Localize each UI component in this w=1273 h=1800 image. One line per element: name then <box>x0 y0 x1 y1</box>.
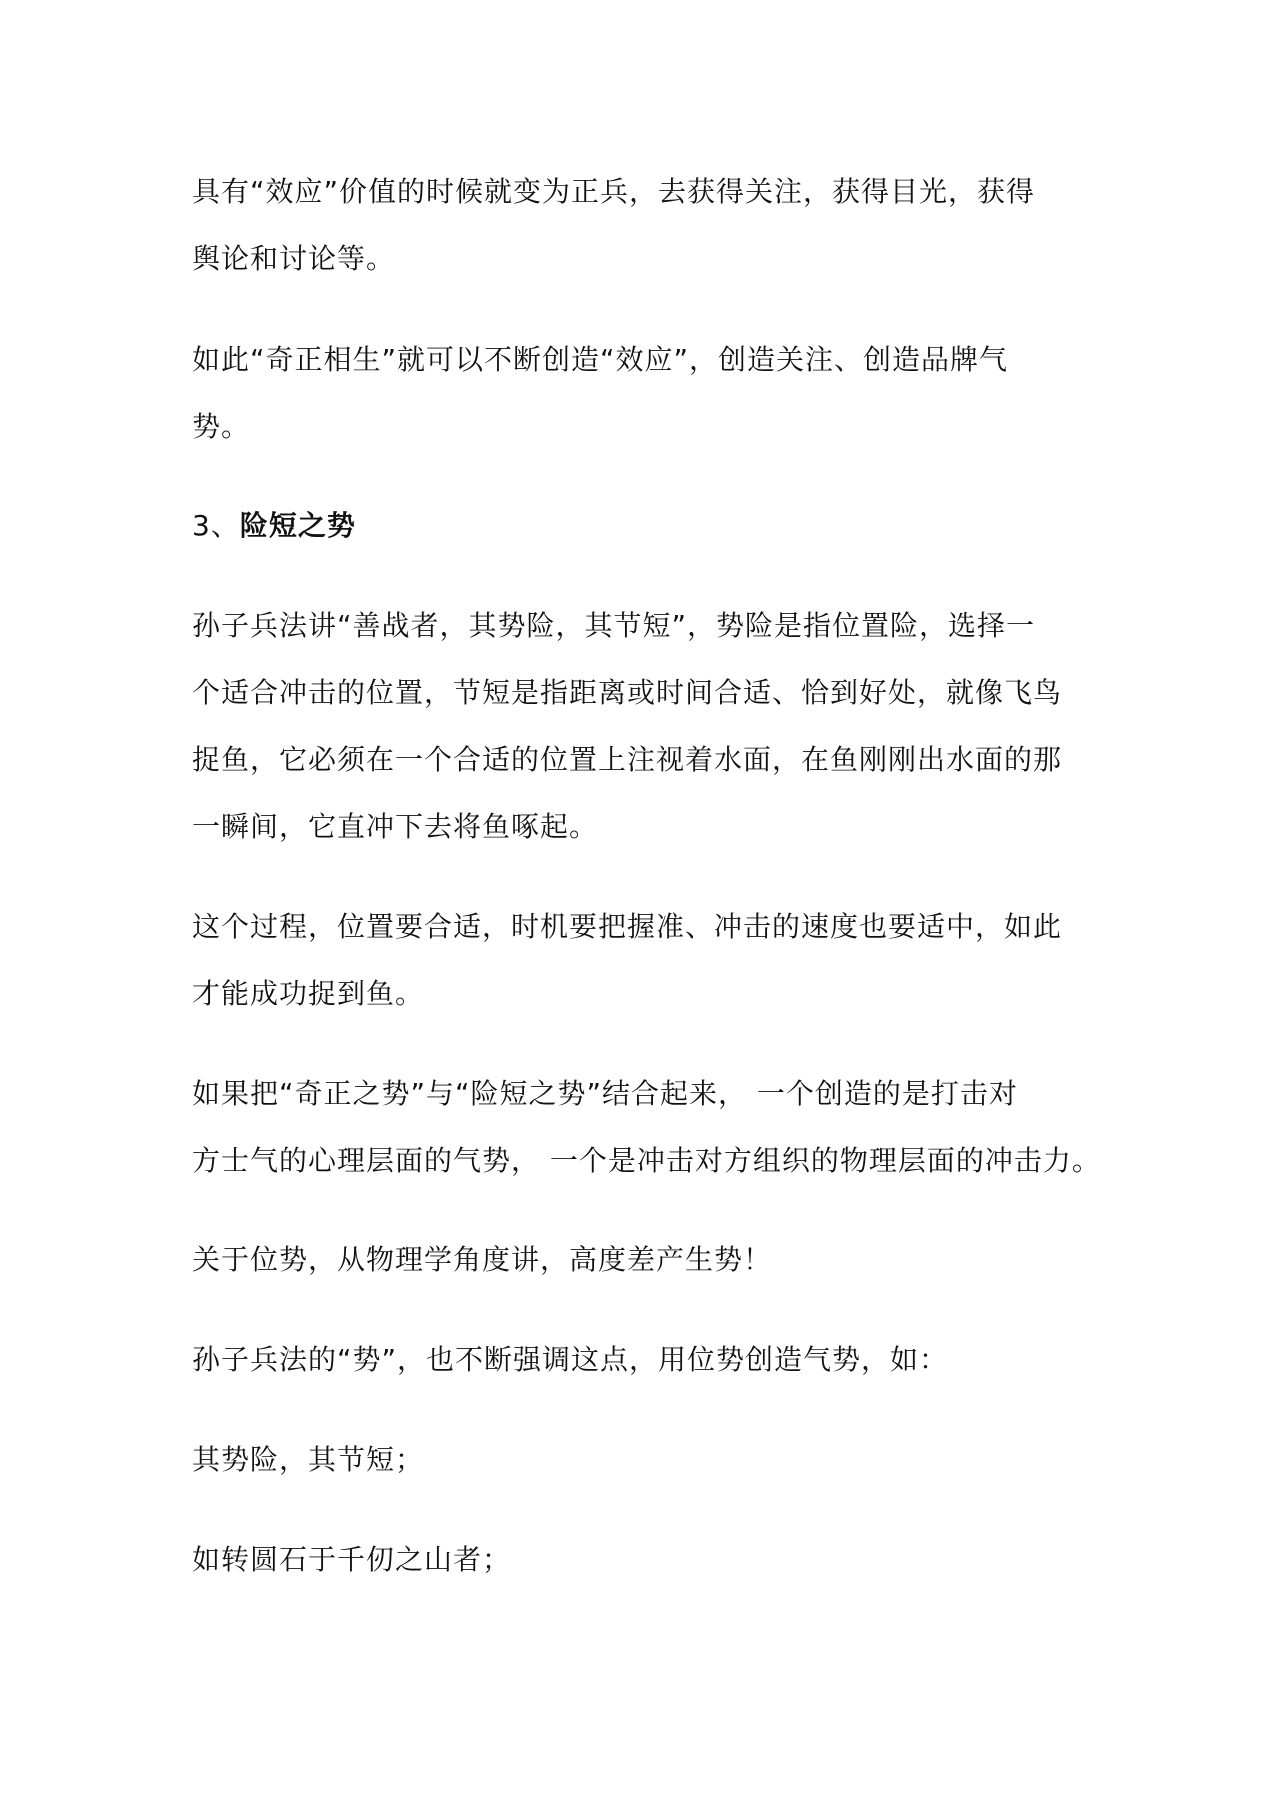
paragraph-effect-value <box>192 158 1092 292</box>
paragraph-combination <box>192 1060 1101 1194</box>
text-line: 才能成功捉到鱼。 <box>192 977 425 1010</box>
text-line: 方士气的心理层面的气势， 一个是冲击对方组织的物理层面的冲击力。 <box>192 1144 1101 1177</box>
paragraph-quote-two <box>192 1526 1092 1593</box>
text-line: 具有“效应”价值的时候就变为正兵，去获得关注，获得目光，获得 <box>192 175 1036 208</box>
text-line: 关于位势，从物理学角度讲，高度差产生势！ <box>192 1243 773 1276</box>
text-line: 这个过程，位置要合适，时机要把握准、冲击的速度也要适中，如此 <box>192 910 1063 943</box>
text-line: 捉鱼，它必须在一个合适的位置上注视着水面，在鱼刚刚出水面的那 <box>192 743 1063 776</box>
text-line: 孙子兵法讲“善战者，其势险，其节短”，势险是指位置险，选择一 <box>192 609 1036 642</box>
section-number: 3、 <box>192 509 240 542</box>
text-line: 舆论和讨论等。 <box>192 242 396 275</box>
text-line: 其势险，其节短； <box>192 1443 425 1476</box>
section-title: 险短之势 <box>239 509 356 542</box>
text-line: 如此“奇正相生”就可以不断创造“效应”，创造关注、创造品牌气 <box>192 343 1009 376</box>
paragraph-sunzi-quote <box>192 592 1092 860</box>
text-line: 如果把“奇正之势”与“险短之势”结合起来， 一个创造的是打击对 <box>192 1077 1018 1110</box>
text-line: 孙子兵法的“势”，也不断强调这点，用位势创造气势，如： <box>192 1343 949 1376</box>
section-heading-line <box>192 492 1092 559</box>
section-heading <box>192 492 1092 559</box>
text-line: 如转圆石于千仞之山者； <box>192 1543 512 1576</box>
text-line: 个适合冲击的位置，节短是指距离或时间合适、恰到好处，就像飞鸟 <box>192 676 1063 709</box>
text-line: 一瞬间，它直冲下去将鱼啄起。 <box>192 810 599 843</box>
paragraph-qi-zheng <box>192 326 1092 460</box>
paragraph-quote-one <box>192 1426 1092 1493</box>
paragraph-process <box>192 893 1092 1027</box>
paragraph-sunzi-shi <box>192 1326 1092 1393</box>
paragraph-position-potential <box>192 1226 1092 1293</box>
text-line: 势。 <box>192 410 251 443</box>
